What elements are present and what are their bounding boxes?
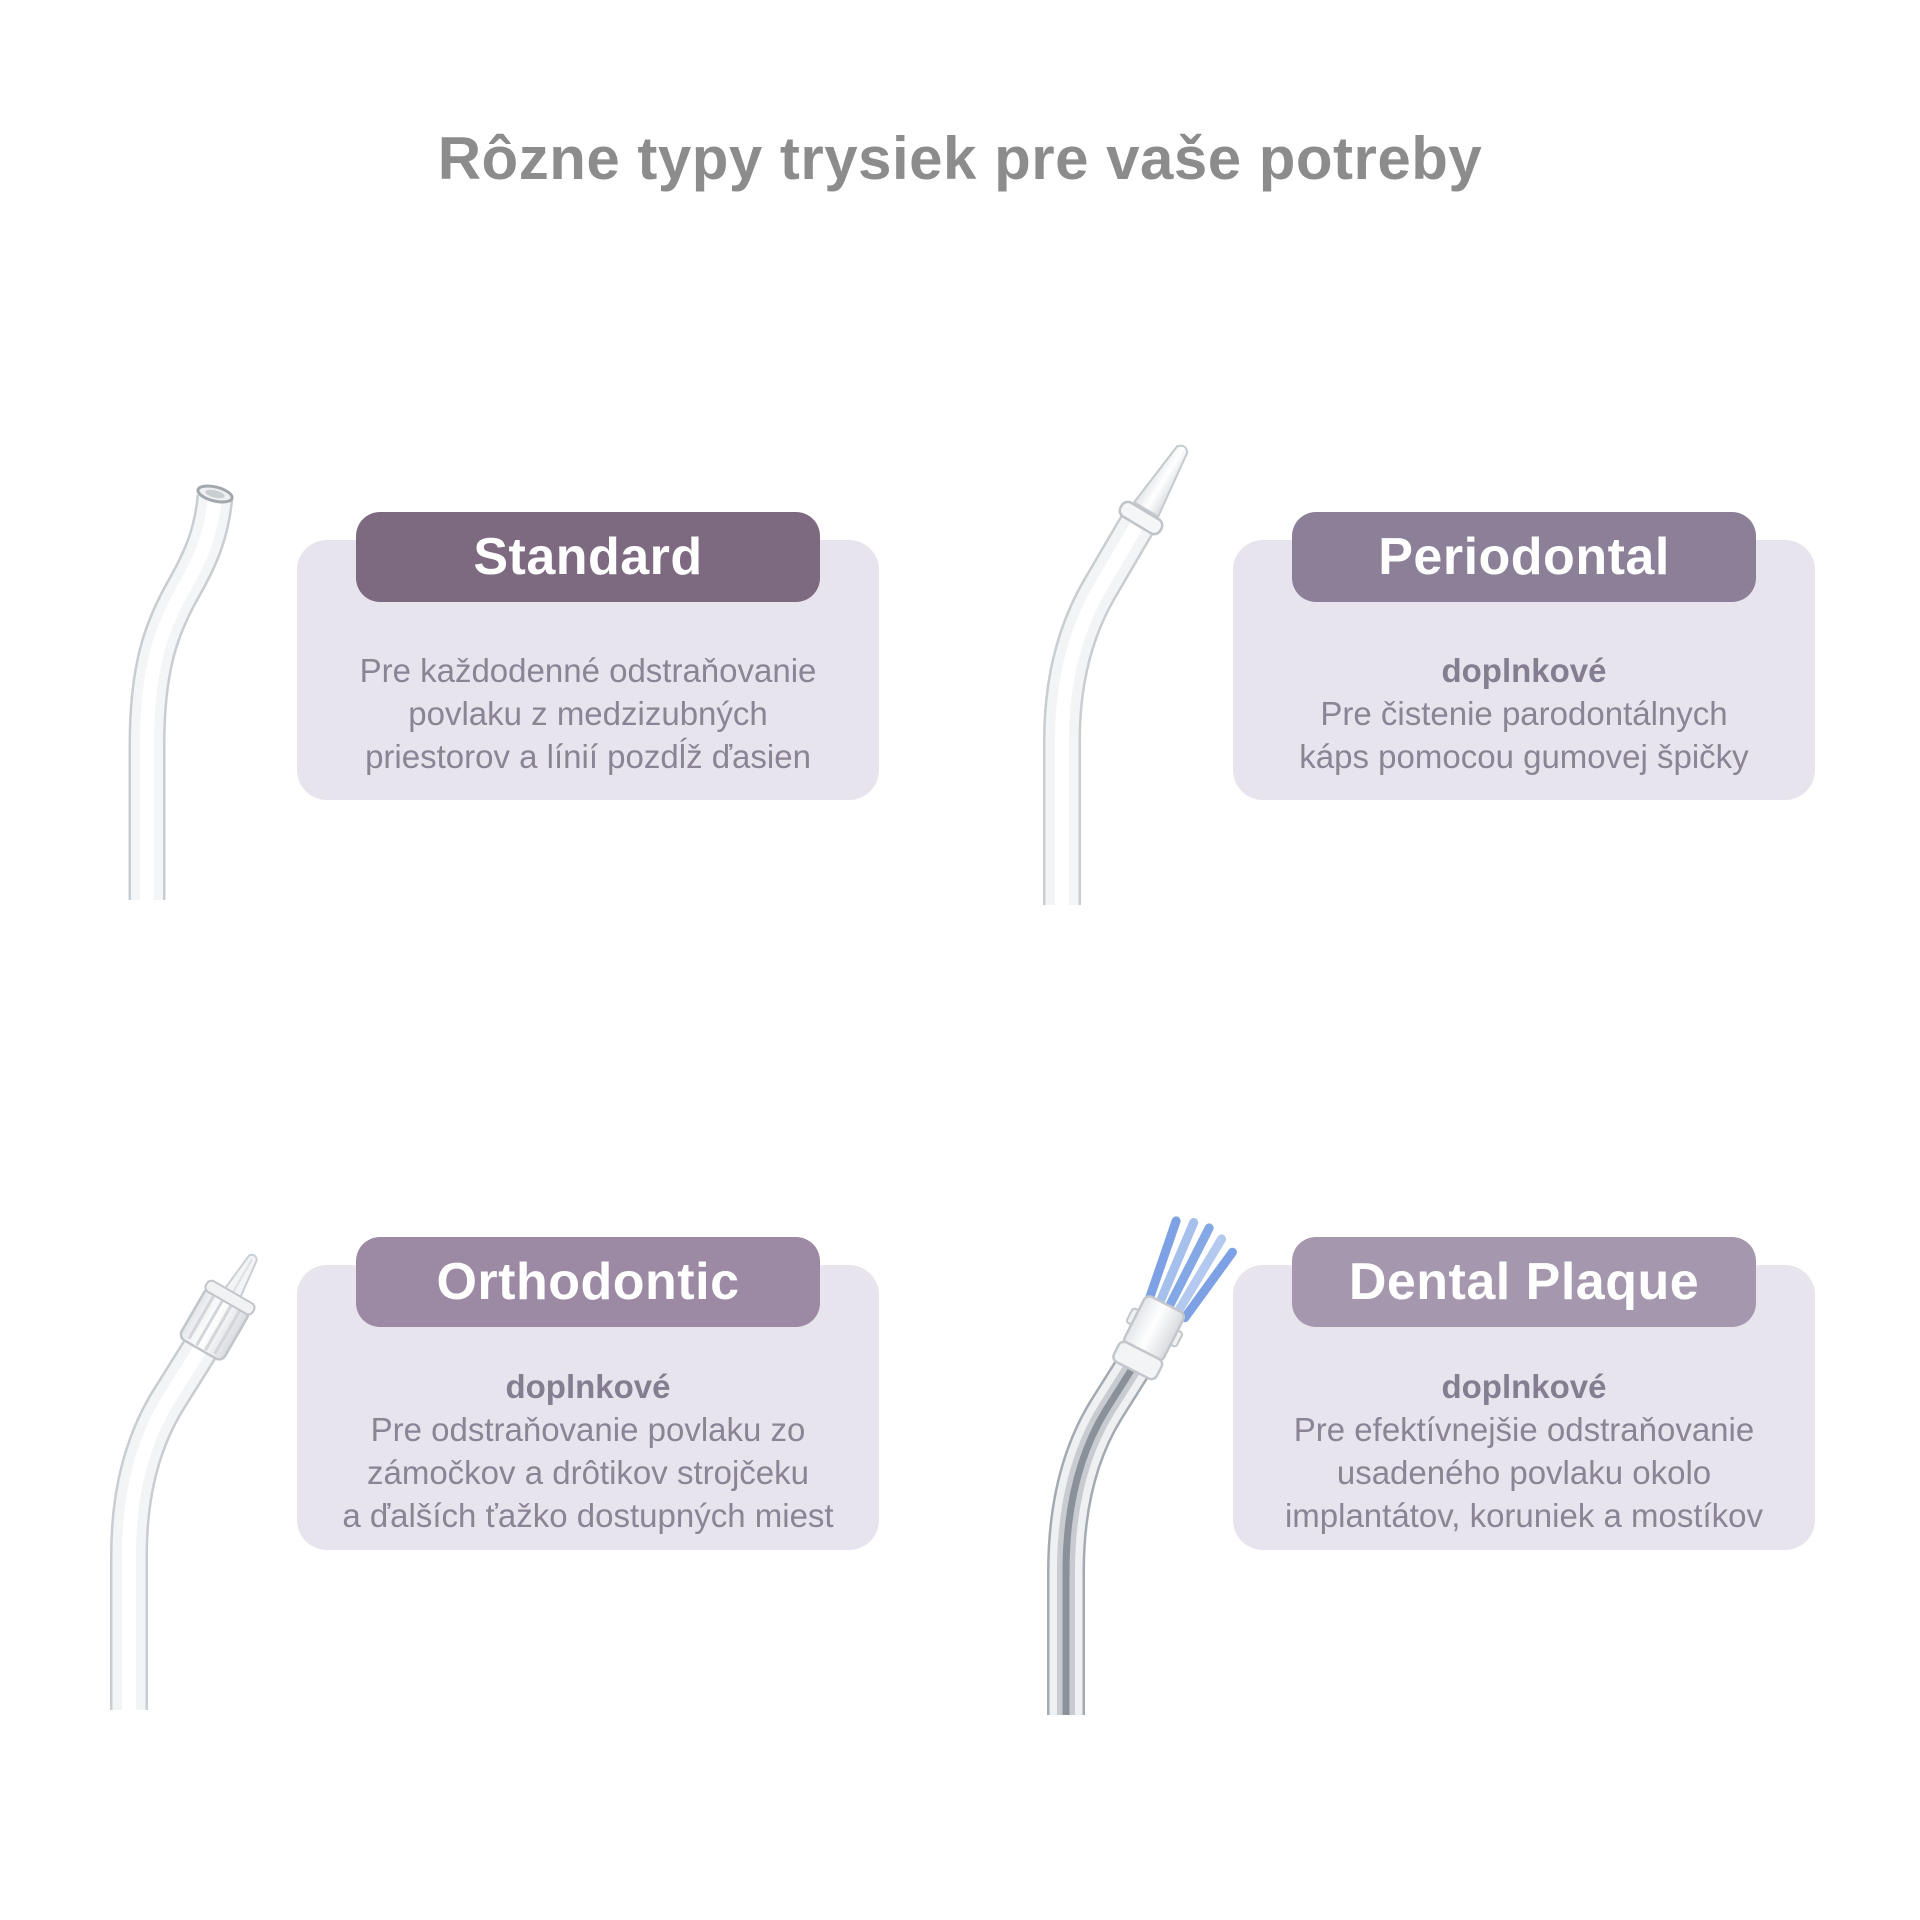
card-standard-description <box>305 602 871 800</box>
description-line: Pre každodenné odstraňovanie <box>359 651 817 689</box>
description-line: Pre čistenie parodontálnych <box>1320 694 1728 732</box>
description-line: Pre odstraňovanie povlaku zo <box>370 1410 806 1448</box>
description-line: a ďalších ťažko dostupných miest <box>342 1496 834 1534</box>
description-line: povlaku z medzizubných <box>408 694 768 732</box>
standard-nozzle-icon <box>85 400 305 900</box>
rubber-tip <box>1117 435 1204 537</box>
card-dental-plaque-title: Dental Plaque <box>1348 1253 1700 1311</box>
card-orthodontic <box>297 1253 879 1550</box>
card-standard-badge <box>356 512 820 602</box>
tapered-brush-tip <box>177 1242 278 1363</box>
orthodontic-nozzle-icon <box>55 1150 335 1710</box>
card-periodontal-title: Periodontal <box>1378 528 1670 586</box>
card-standard <box>297 528 879 800</box>
brush-head <box>1102 1207 1244 1389</box>
description-line: priestorov a línií pozdĺž ďasien <box>365 737 811 775</box>
clear-tube <box>147 496 215 900</box>
supplementary-tag: doplnkové <box>505 1367 671 1405</box>
card-periodontal-badge <box>1292 512 1756 602</box>
page-title: Rôzne typy trysiek pre vaše potreby <box>437 125 1483 193</box>
supplementary-tag: doplnkové <box>1441 651 1607 689</box>
card-orthodontic-description <box>305 1327 871 1550</box>
periodontal-nozzle-icon <box>990 375 1270 905</box>
dental-plaque-nozzle-icon <box>990 1140 1270 1715</box>
description-line: Pre efektívnejšie odstraňovanie <box>1293 1410 1755 1448</box>
card-orthodontic-badge <box>356 1237 820 1327</box>
card-dental-plaque-description <box>1241 1327 1807 1550</box>
card-periodontal <box>1233 528 1815 800</box>
card-orthodontic-title: Orthodontic <box>436 1253 740 1311</box>
description-line: implantátov, koruniek a mostíkov <box>1284 1496 1764 1534</box>
chrome-tube <box>1066 1356 1140 1715</box>
description-line: káps pomocou gumovej špičky <box>1299 737 1749 775</box>
supplementary-tag: doplnkové <box>1441 1367 1607 1405</box>
description-line: zámočkov a drôtikov strojčeku <box>366 1453 809 1491</box>
card-periodontal-description <box>1241 602 1807 800</box>
clear-tube <box>129 1346 202 1710</box>
description-line: usadeného povlaku okolo <box>1336 1453 1712 1491</box>
card-dental-plaque-badge <box>1292 1237 1756 1327</box>
card-dental-plaque <box>1233 1253 1815 1550</box>
clear-tube <box>1062 518 1141 905</box>
card-standard-title: Standard <box>473 528 703 586</box>
